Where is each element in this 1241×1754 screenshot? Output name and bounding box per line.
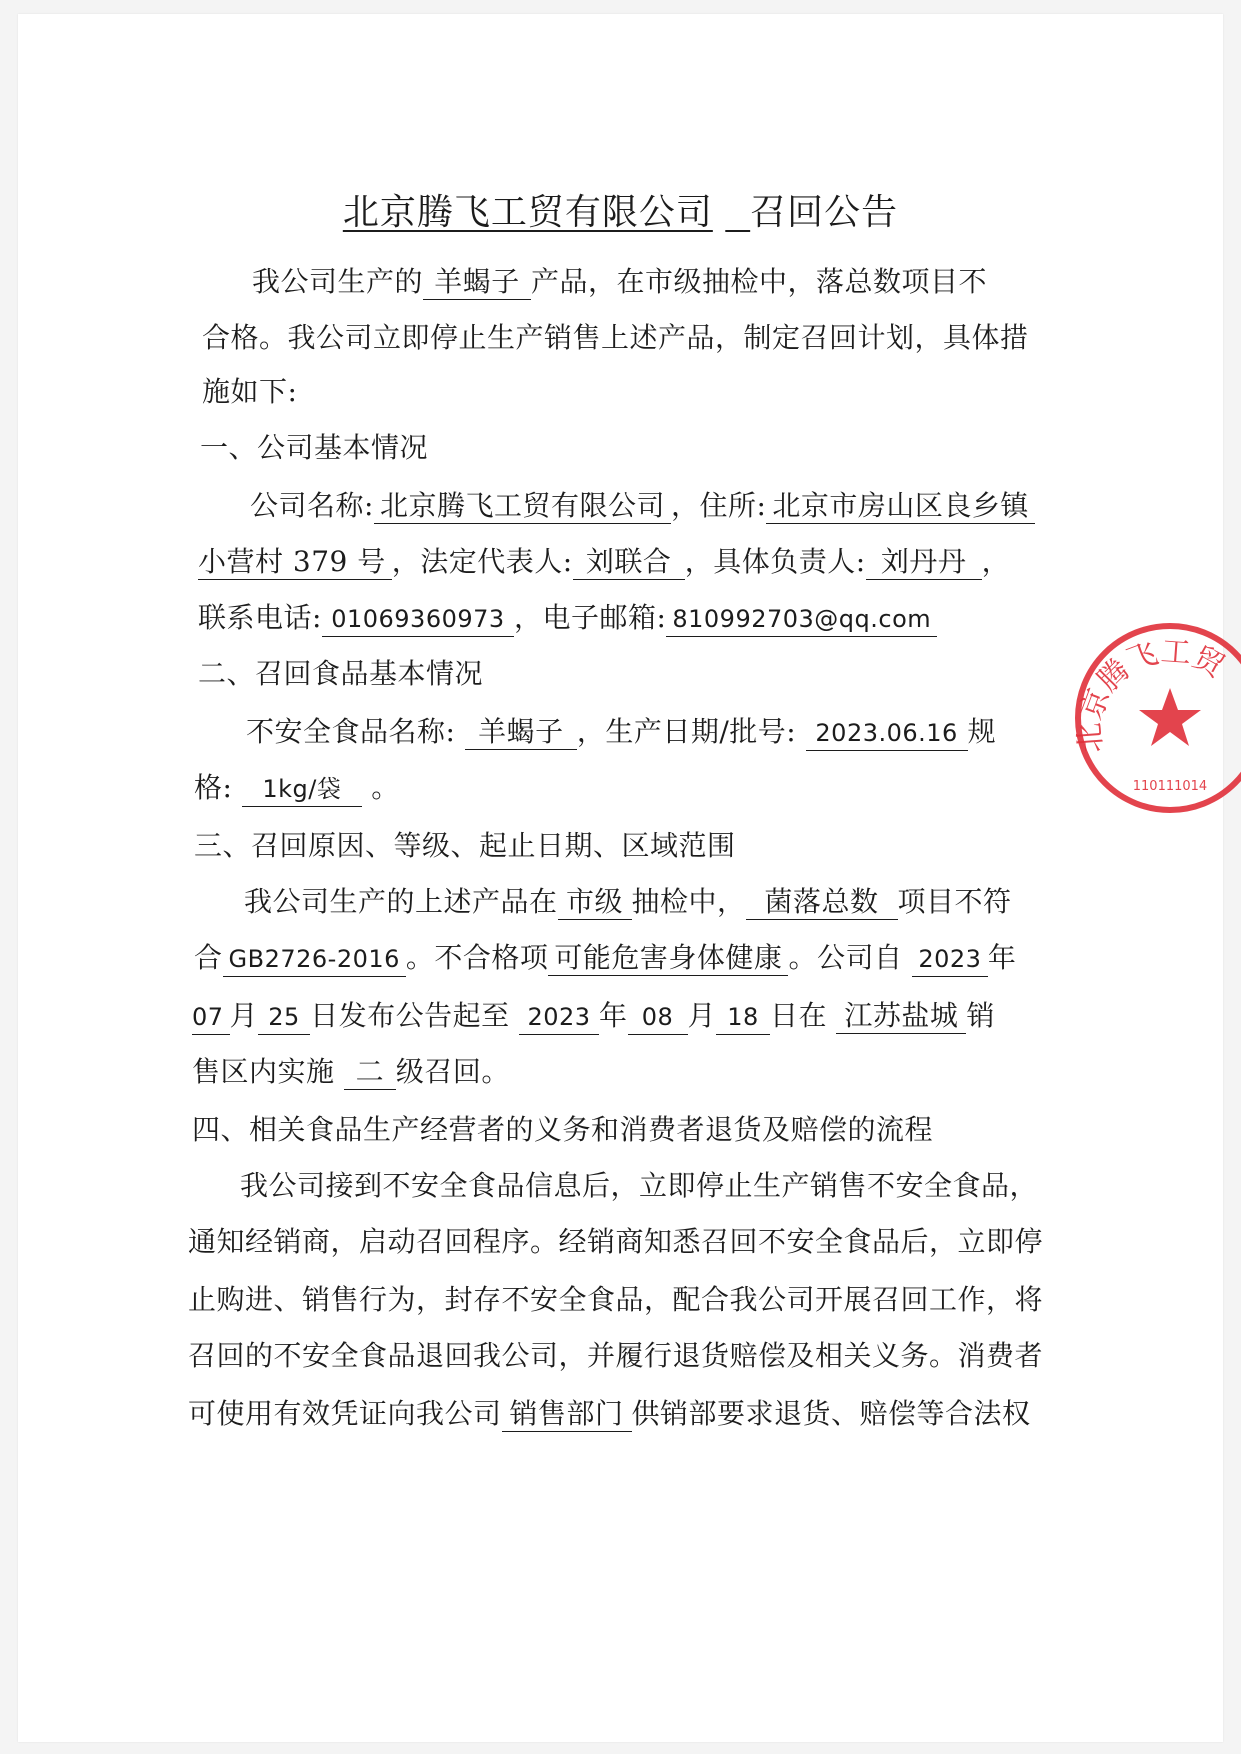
food-name-field: 羊蝎子 — [465, 715, 577, 750]
production-date-field: 2023.06.16 — [806, 716, 968, 751]
company-info-line-3: 联系电话: 01069360973 ，电子邮箱: 810992703@qq.com — [198, 596, 937, 637]
company-info-line-2: 小营村 379 号 ，法定代表人: 刘联合 ，具体负责人: 刘丹丹 ， — [198, 545, 1011, 578]
intro-line-3: 施如下: — [202, 375, 298, 408]
start-year-field: 2023 — [912, 942, 988, 977]
end-year-field: 2023 — [519, 1000, 599, 1035]
company-seal-stamp — [1070, 618, 1241, 818]
section-2-heading: 二、召回食品基本情况 — [198, 657, 484, 690]
check-level-field: 市级 — [558, 885, 632, 920]
seal-star-icon — [1139, 688, 1201, 746]
start-day-field: 25 — [258, 1000, 310, 1035]
failed-item-field: 菌落总数 — [746, 885, 898, 920]
title-company: 北京腾飞工贸有限公司 — [342, 192, 713, 233]
section-3-heading: 三、召回原因、等级、起止日期、区域范围 — [194, 829, 736, 862]
department-field: 销售部门 — [502, 1397, 632, 1432]
obligation-line-3: 止购进、销售行为，封存不安全食品，配合我公司开展召回工作，将 — [188, 1283, 1044, 1316]
seal-code: 110111014 — [1132, 779, 1208, 794]
start-month-field: 07 — [192, 1000, 230, 1035]
food-info-line-1: 不安全食品名称: 羊蝎子 ，生产日期/批号: 2023.06.16 规 — [246, 710, 996, 751]
legal-rep-field: 刘联合 — [573, 545, 685, 580]
recall-line-4: 售区内实施 二 级召回。 — [192, 1055, 510, 1088]
phone-field: 01069360973 — [322, 602, 514, 637]
responsible-person-field: 刘丹丹 — [866, 545, 982, 580]
company-info-line-1: 公司名称: 北京腾飞工贸有限公司 ，住所: 北京市房山区良乡镇 — [250, 484, 1035, 524]
product-name-field: 羊蝎子 — [423, 265, 531, 300]
food-info-line-2: 格: 1kg/袋 。 — [194, 766, 400, 807]
recall-line-1: 我公司生产的上述产品在 市级 抽检中， 菌落总数 项目不符 — [244, 885, 1012, 918]
obligation-line-2: 通知经销商，启动召回程序。经销商知悉召回不安全食品后，立即停 — [188, 1225, 1044, 1258]
email-field: 810992703@qq.com — [666, 602, 937, 637]
svg-text:北京腾飞工贸 — [1072, 634, 1231, 754]
end-day-field: 18 — [716, 1000, 770, 1035]
seal-text: 北京腾飞工贸 — [1072, 634, 1230, 755]
obligation-line-4: 召回的不安全食品退回我公司，并履行退货赔偿及相关义务。消费者 — [188, 1339, 1044, 1372]
end-month-field: 08 — [628, 1000, 688, 1035]
region-field: 江苏盐城 — [836, 999, 966, 1034]
recall-line-2: 合 GB2726-2016 。不合格项 可能危害身体健康 。公司自 2023 年 — [194, 936, 1016, 977]
intro-line-2: 合格。我公司立即停止生产销售上述产品，制定召回计划，具体措 — [202, 321, 1029, 354]
company-name-field: 北京腾飞工贸有限公司 — [374, 489, 671, 524]
address-field-1: 北京市房山区良乡镇 — [766, 489, 1035, 524]
title-suffix: 召回公告 — [750, 192, 899, 233]
standard-field: GB2726-2016 — [223, 942, 406, 977]
recall-grade-field: 二 — [344, 1055, 396, 1090]
document-page — [18, 14, 1223, 1742]
intro-line-1: 我公司生产的 羊蝎子 产品，在市级抽检中，落总数项目不 — [252, 265, 988, 298]
section-4-heading: 四、相关食品生产经营者的义务和消费者退货及赔偿的流程 — [192, 1113, 934, 1146]
section-1-heading: 一、公司基本情况 — [200, 431, 429, 464]
obligation-line-1: 我公司接到不安全食品信息后，立即停止生产销售不安全食品， — [240, 1169, 1039, 1202]
address-field-2: 小营村 379 号 — [198, 545, 392, 580]
spec-field: 1kg/袋 — [242, 772, 362, 807]
obligation-line-5: 可使用有效凭证向我公司 销售部门 供销部要求退货、赔偿等合法权 — [188, 1397, 1031, 1430]
recall-line-3: 07 月 25 日发布公告起至 2023 年 08 月 18 日在 江苏盐城 销 — [192, 994, 995, 1035]
risk-field: 可能危害身体健康 — [548, 941, 788, 976]
page-title — [18, 184, 1223, 235]
